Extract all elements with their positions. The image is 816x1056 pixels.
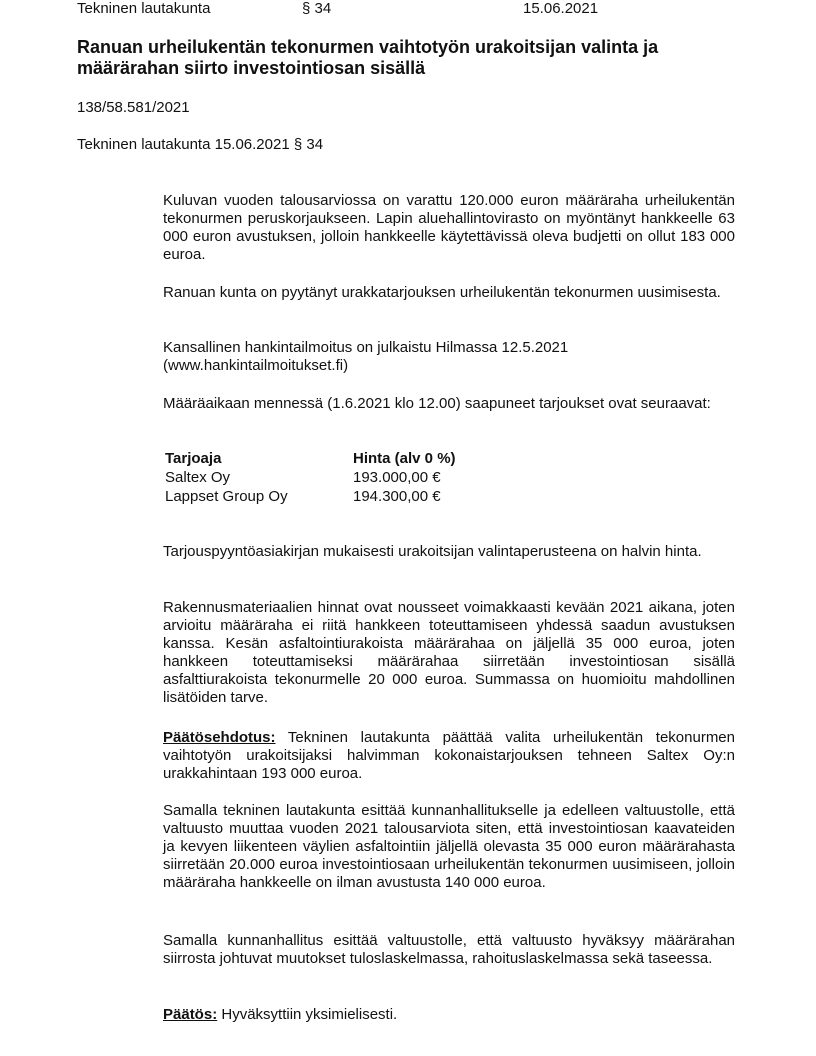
header-date: 15.06.2021 [523,0,599,17]
meeting-reference: Tekninen lautakunta 15.06.2021 § 34 [77,136,324,153]
price-cell: 193.000,00 € [353,469,441,486]
paragraph-text: Määräaikaan mennessä (1.6.2021 klo 12.00) saapuneet tarjoukset ovat seuraavat: [163,395,711,412]
price-cell: 194.300,00 € [353,488,441,505]
table-row [163,488,456,507]
proposal-label: Päätösehdotus: [163,729,276,746]
header-section: § 34 [302,0,332,17]
proposal-text: Tekninen lautakunta päättää valita urheilukentän tekonurmen vaihtotyön urakoitsijaksi halvimman kokonaistarjouksen tehneen Saltex Oy:n urakkahintaan 193 000 euroa. [163,729,735,782]
document-number: 138/58.581/2021 [77,99,190,116]
table-header-row [163,450,456,469]
decision-proposal [163,729,735,783]
paragraph-notice [163,339,735,375]
bids-table [163,450,456,507]
paragraph-prices [163,599,735,707]
paragraph-deadline [163,395,735,413]
paragraph-council [163,932,735,968]
bidder-cell: Lappset Group Oy [165,488,288,505]
paragraph-budget-change [163,802,735,892]
column-header-price: Hinta (alv 0 %) [353,450,456,467]
paragraph-text: Samalla tekninen lautakunta esittää kunnanhallitukselle ja edelleen valtuustolle, että valtuusto muuttaa vuoden 2021 talousarviota siten, että investointiosan kaavateiden ja kevyen liikenteen väylien asfaltointiin jäljellä olevasta 35 000 euron määrärahasta siirretään 20.000 euroa investointiosaan urheilukentän tekonurmen uusimiseen, jolloin määräraha hankkeelle on ilman avustusta 140 000 euroa. [163,802,735,891]
paragraph-line: Kansallinen hankintailmoitus on julkaistu Hilmassa 12.5.2021 [163,339,569,356]
decision-text: Hyväksyttiin yksimielisesti. [217,1006,398,1023]
paragraph-text: Kuluvan vuoden talousarviossa on varattu 120.000 euron määräraha urheilukentän tekonurmen peruskorjaukseen. Lapin aluehallintovirasto on myöntänyt hankkeelle 63 000 euron avustuksen, jolloin hankkeelle käytettävissä oleva budjetti on ollut 183 000 euroa. [163,192,735,263]
paragraph-criteria [163,543,735,561]
header-board: Tekninen lautakunta [77,0,211,17]
paragraph-budget [163,192,735,264]
paragraph-text: Samalla kunnanhallitus esittää valtuustolle, että valtuusto hyväksyy määrärahan siirrosta johtuvat muutokset tuloslaskelmassa, rahoituslaskelmassa sekä taseessa. [163,932,735,967]
paragraph-request [163,284,735,302]
paragraph-text: Ranuan kunta on pyytänyt urakkatarjouksen urheilukentän tekonurmen uusimisesta. [163,284,721,301]
column-header-bidder: Tarjoaja [165,450,222,467]
decision [163,1006,735,1024]
bidder-cell: Saltex Oy [165,469,231,486]
table-row [163,469,456,488]
page-header [77,0,777,20]
paragraph-text: Rakennusmateriaalien hinnat ovat nousseet voimakkaasti kevään 2021 aikana, joten arvioitu määräraha ei riitä hankkeen toteuttamiseen yhdessä saadun avustuksen kanssa. Kesän asfaltointiurakoista määrärahaa on jäljellä 35 000 euroa, joten hankkeen toteuttamiseksi määrärahaa siirretään investointiosan sisällä asfalttiurakoista tekonurmelle 20 000 euroa. Summassa on huomioitu mahdollinen lisätöiden tarve. [163,599,735,706]
document-title: Ranuan urheilukentän tekonurmen vaihtotyön urakoitsijan valinta ja määrärahan siirto investointiosan sisällä [77,37,659,78]
paragraph-text: Tarjouspyyntöasiakirjan mukaisesti urakoitsijan valintaperusteena on halvin hinta. [163,543,702,560]
decision-label: Päätös: [163,1006,218,1023]
paragraph-line: (www.hankintailmoitukset.fi) [163,357,349,374]
